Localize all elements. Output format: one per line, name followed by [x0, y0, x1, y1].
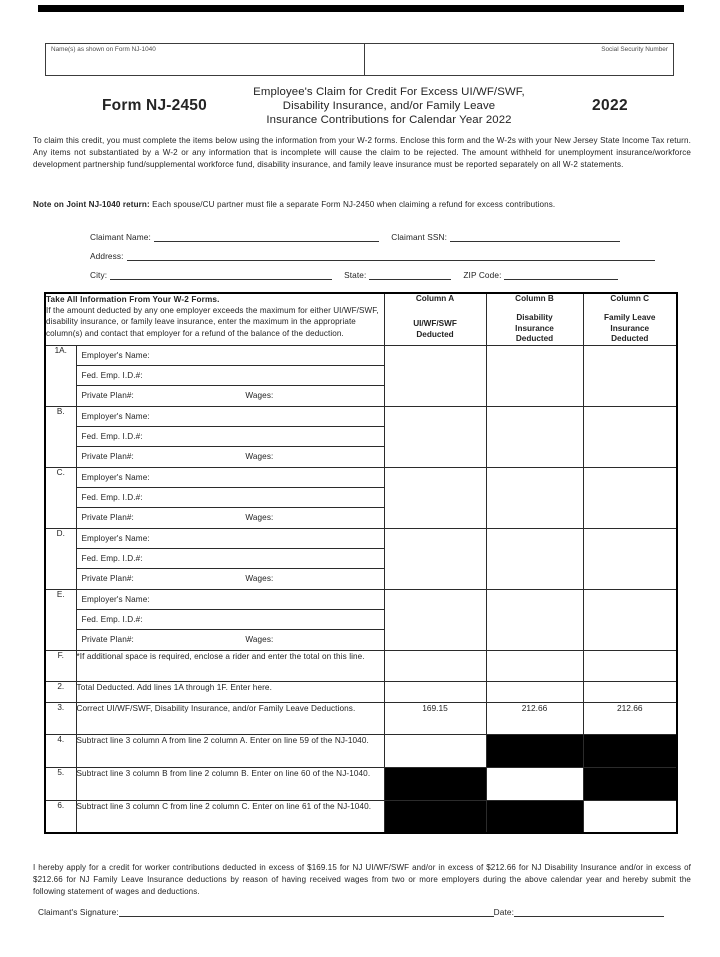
- blocked-cell: [384, 768, 486, 801]
- table-instructions-body: If the amount deducted by any one employer exceeds the maximum for either UI/WF/SWF, disability insurance, or family leave insurance, enter the maximum in the appropriate column(s) and contact that employer for a refund of the balance of the deduction.: [46, 306, 379, 338]
- name-field-label: Name(s) as shown on Form NJ-1040: [51, 46, 156, 53]
- row-label: 3.: [45, 703, 76, 735]
- address-row: [90, 250, 655, 261]
- form-title-line1: Employee's Claim for Credit For Excess UI/WF/SWF,: [253, 86, 525, 98]
- state-label: State:: [344, 270, 367, 280]
- claimant-name-label: Claimant Name:: [90, 232, 151, 242]
- private-plan-label: Private Plan#:: [81, 513, 134, 523]
- instructions-paragraph: To claim this credit, you must complete the items below using the information from your W-2 forms. Enclose this form and the W-2s with your New Jersey State Income Tax return. Any items not substantiated by a W-2 or any information that is incomplete will cause the claim to be rejected. The amount withheld for unemployment insurance/workforce development partnership fund/supplemental workforce fund, disability insurance, and family leave insurance must be reported separately on all W-2 statements.: [33, 136, 691, 169]
- employer-row-c: [45, 468, 677, 529]
- fein-label: Fed. Emp. I.D.#:: [81, 554, 143, 564]
- fein-label: Fed. Emp. I.D.#:: [81, 493, 143, 503]
- employer-name-field[interactable]: [77, 529, 384, 549]
- date-line[interactable]: [514, 906, 664, 917]
- blocked-cell: [384, 801, 486, 833]
- city-label: City:: [90, 270, 108, 280]
- amount-cell-b[interactable]: [486, 529, 583, 590]
- row-5-line60: [45, 768, 677, 801]
- amount-cell-b[interactable]: [486, 590, 583, 651]
- claimant-ssn-line[interactable]: [450, 231, 620, 242]
- private-plan-label: Private Plan#:: [81, 452, 134, 462]
- employer-name-label: Employer's Name:: [81, 595, 150, 605]
- signature-line[interactable]: [119, 906, 494, 917]
- name-ssn-box: [45, 43, 674, 76]
- fein-label: Fed. Emp. I.D.#:: [81, 432, 143, 442]
- max-familyleave-value: 212.66: [583, 703, 677, 735]
- blocked-cell: [583, 735, 677, 768]
- fein-field[interactable]: [77, 427, 384, 447]
- form-number: Form NJ-2450: [102, 97, 207, 114]
- ssn-field[interactable]: [365, 44, 673, 75]
- amount-cell-b[interactable]: [486, 768, 583, 801]
- date-label: Date:: [493, 907, 515, 917]
- fein-label: Fed. Emp. I.D.#:: [81, 371, 143, 381]
- joint-return-note-text: Each spouse/CU partner must file a separate Form NJ-2450 when claiming a refund for excess contributions.: [149, 200, 556, 209]
- wages-label: Wages:: [245, 635, 274, 645]
- joint-return-note-title: Note on Joint NJ-1040 return:: [33, 200, 150, 209]
- declaration-paragraph: I hereby apply for a credit for worker contributions deducted in excess of $169.15 for NJ UI/WF/SWF and/or in excess of $212.66 for NJ Disability Insurance and/or in excess of $212.66 for NJ Family Leave Insurance deductions by reason of having received wages from two or more employers during the above calendar year and hereby submit the following statement of wages and deductions.: [33, 863, 691, 897]
- amount-cell-b[interactable]: [486, 346, 583, 407]
- name-field[interactable]: [46, 44, 365, 75]
- form-title: [215, 85, 563, 127]
- private-plan-field[interactable]: [77, 386, 384, 405]
- row-text: Total Deducted. Add lines 1A through 1F. Enter here.: [76, 682, 384, 703]
- w2-deductions-table: [44, 292, 678, 834]
- row-1f: [45, 651, 677, 682]
- fein-label: Fed. Emp. I.D.#:: [81, 615, 143, 625]
- row-label: 1A.: [45, 346, 76, 407]
- amount-cell-a[interactable]: [384, 407, 486, 468]
- row-4-line59: [45, 735, 677, 768]
- employer-row-e: [45, 590, 677, 651]
- column-a-header: Column A UI/WF/SWF Deducted: [384, 293, 486, 346]
- amount-cell-c[interactable]: [583, 590, 677, 651]
- employer-name-field[interactable]: [77, 346, 384, 366]
- employer-name-field[interactable]: [77, 407, 384, 427]
- employer-row-b: [45, 407, 677, 468]
- amount-cell-b[interactable]: [486, 407, 583, 468]
- table-instructions-cell: [45, 293, 384, 346]
- amount-cell-c[interactable]: [583, 407, 677, 468]
- fein-field[interactable]: [77, 488, 384, 508]
- zip-line[interactable]: [504, 269, 618, 280]
- table-header-row: [45, 293, 677, 346]
- address-line[interactable]: [127, 250, 655, 261]
- amount-cell-c[interactable]: [583, 468, 677, 529]
- row-6-line61: [45, 801, 677, 833]
- column-b-header: Column B Disability Insurance Deducted: [486, 293, 583, 346]
- private-plan-field[interactable]: [77, 569, 384, 588]
- max-disability-value: 212.66: [486, 703, 583, 735]
- row-text: *If additional space is required, enclose a rider and enter the total on this line.: [76, 651, 384, 682]
- employer-row-d: [45, 529, 677, 590]
- city-state-zip-row: [90, 269, 618, 280]
- row-label: B.: [45, 407, 76, 468]
- row-label: E.: [45, 590, 76, 651]
- wages-label: Wages:: [245, 513, 274, 523]
- blocked-cell: [486, 735, 583, 768]
- fein-field[interactable]: [77, 610, 384, 630]
- address-label: Address:: [90, 251, 124, 261]
- claimant-ssn-label: Claimant SSN:: [391, 232, 447, 242]
- amount-cell-c[interactable]: [583, 346, 677, 407]
- amount-cell-a[interactable]: [384, 735, 486, 768]
- wages-label: Wages:: [245, 574, 274, 584]
- row-3-correct-deductions: [45, 703, 677, 735]
- blocked-cell: [486, 801, 583, 833]
- amount-cell-b[interactable]: [486, 468, 583, 529]
- amount-cell-c[interactable]: [583, 529, 677, 590]
- row-label: 4.: [45, 735, 76, 768]
- state-line[interactable]: [369, 269, 451, 280]
- wages-label: Wages:: [245, 391, 274, 401]
- amount-cell-a[interactable]: [384, 468, 486, 529]
- claimant-name-line[interactable]: [154, 231, 379, 242]
- private-plan-label: Private Plan#:: [81, 574, 134, 584]
- employer-name-field[interactable]: [77, 590, 384, 610]
- signature-label: Claimant's Signature:: [38, 907, 119, 917]
- employer-name-field[interactable]: [77, 468, 384, 488]
- ssn-field-label: Social Security Number: [601, 46, 668, 53]
- max-uiwfswf-value: 169.15: [384, 703, 486, 735]
- table-instructions-title: Take All Information From Your W-2 Forms.: [46, 295, 220, 304]
- zip-label: ZIP Code:: [463, 270, 502, 280]
- form-title-line2: Disability Insurance, and/or Family Leave: [282, 100, 496, 112]
- row-label: D.: [45, 529, 76, 590]
- private-plan-field[interactable]: [77, 508, 384, 527]
- private-plan-field[interactable]: [77, 630, 384, 649]
- amount-cell-c[interactable]: [583, 801, 677, 833]
- form-title-line3: Insurance Contributions for Calendar Year 2022: [266, 114, 512, 126]
- row-label: 6.: [45, 801, 76, 833]
- row-2-total: [45, 682, 677, 703]
- joint-return-note: [33, 199, 691, 211]
- amount-cell-a[interactable]: [384, 682, 486, 703]
- city-line[interactable]: [110, 269, 332, 280]
- row-text: Subtract line 3 column C from line 2 column C. Enter on line 61 of the NJ-1040.: [76, 801, 384, 833]
- tax-year: 2022: [592, 97, 629, 114]
- employer-name-label: Employer's Name:: [81, 534, 150, 544]
- blocked-cell: [583, 768, 677, 801]
- employer-row-1a: [45, 346, 677, 407]
- amount-cell-c[interactable]: [583, 651, 677, 682]
- wages-label: Wages:: [245, 452, 274, 462]
- amount-cell-a[interactable]: [384, 529, 486, 590]
- employer-name-label: Employer's Name:: [81, 473, 150, 483]
- private-plan-field[interactable]: [77, 447, 384, 466]
- row-label: F.: [45, 651, 76, 682]
- row-label: 2.: [45, 682, 76, 703]
- employer-name-label: Employer's Name:: [81, 412, 150, 422]
- amount-cell-b[interactable]: [486, 651, 583, 682]
- amount-cell-a[interactable]: [384, 590, 486, 651]
- fein-field[interactable]: [77, 549, 384, 569]
- claimant-name-row: [90, 231, 620, 242]
- private-plan-label: Private Plan#:: [81, 391, 134, 401]
- amount-cell-a[interactable]: [384, 651, 486, 682]
- row-text: Correct UI/WF/SWF, Disability Insurance, and/or Family Leave Deductions.: [76, 703, 384, 735]
- amount-cell-b[interactable]: [486, 682, 583, 703]
- employer-name-label: Employer's Name:: [81, 351, 150, 361]
- private-plan-label: Private Plan#:: [81, 635, 134, 645]
- row-label: 5.: [45, 768, 76, 801]
- fein-field[interactable]: [77, 366, 384, 386]
- row-text: Subtract line 3 column B from line 2 column B. Enter on line 60 of the NJ-1040.: [76, 768, 384, 801]
- amount-cell-a[interactable]: [384, 346, 486, 407]
- signature-row: [38, 906, 664, 917]
- amount-cell-c[interactable]: [583, 682, 677, 703]
- column-c-header: Column C Family Leave Insurance Deducted: [583, 293, 677, 346]
- top-scan-bar: [38, 5, 684, 12]
- row-text: Subtract line 3 column A from line 2 column A. Enter on line 59 of the NJ-1040.: [76, 735, 384, 768]
- row-label: C.: [45, 468, 76, 529]
